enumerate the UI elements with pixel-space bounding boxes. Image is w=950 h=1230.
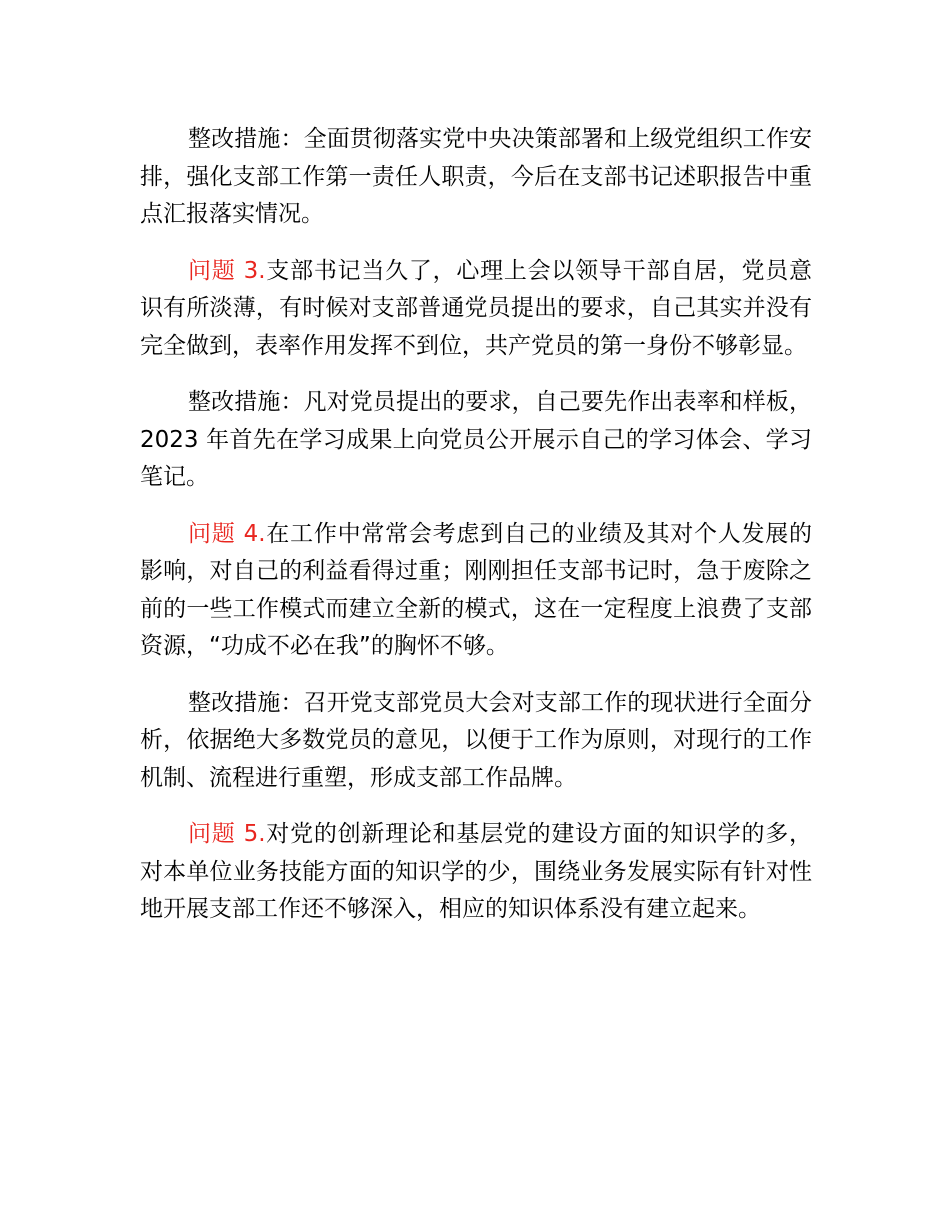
document-page (140, 121, 812, 948)
measure-paragraph (140, 121, 812, 234)
problem-label: 问题 4. (188, 520, 266, 547)
paragraph-text: 整改措施：召开党支部党员大会对支部工作的现状进行全面分析，依据绝大多数党员的意见，以便于工作为原则，对现行的工作机制、流程进行重塑，形成支部工作品牌。 (140, 689, 812, 791)
measure-paragraph (140, 384, 812, 497)
problem-paragraph (140, 516, 812, 666)
measure-paragraph (140, 685, 812, 798)
paragraph-text: 整改措施：凡对党员提出的要求，自己要先作出表率和样板，2023 年首先在学习成果上向党员公开展示自己的学习体会、学习笔记。 (140, 389, 812, 490)
problem-paragraph (140, 816, 812, 929)
paragraph-text: 整改措施：全面贯彻落实党中央决策部署和上级党组织工作安排，强化支部工作第一责任人职责，今后在支部书记述职报告中重点汇报落实情况。 (140, 126, 812, 227)
problem-label: 问题 5. (188, 821, 266, 847)
problem-paragraph (140, 253, 812, 366)
paragraph-text: 对党的创新理论和基层党的建设方面的知识学的多，对本单位业务技能方面的知识学的少，围绕业务发展实际有针对性地开展支部工作还不够深入，相应的知识体系没有建立起来。 (140, 821, 813, 922)
problem-label: 问题 3. (188, 257, 266, 284)
paragraph-text: 在工作中常常会考虑到自己的业绩及其对个人发展的影响，对自己的利益看得过重；刚刚担任支部书记时，急于废除之前的一些工作模式而建立全新的模式，这在一定程度上浪费了支部资源，“功成不必在我”的胸怀不够。 (140, 520, 813, 659)
paragraph-text: 支部书记当久了，心理上会以领导干部自居，党员意识有所淡薄，有时候对支部普通党员提出的要求，自己其实并没有完全做到，表率作用发挥不到位，共产党员的第一身份不够彰显。 (140, 257, 813, 359)
